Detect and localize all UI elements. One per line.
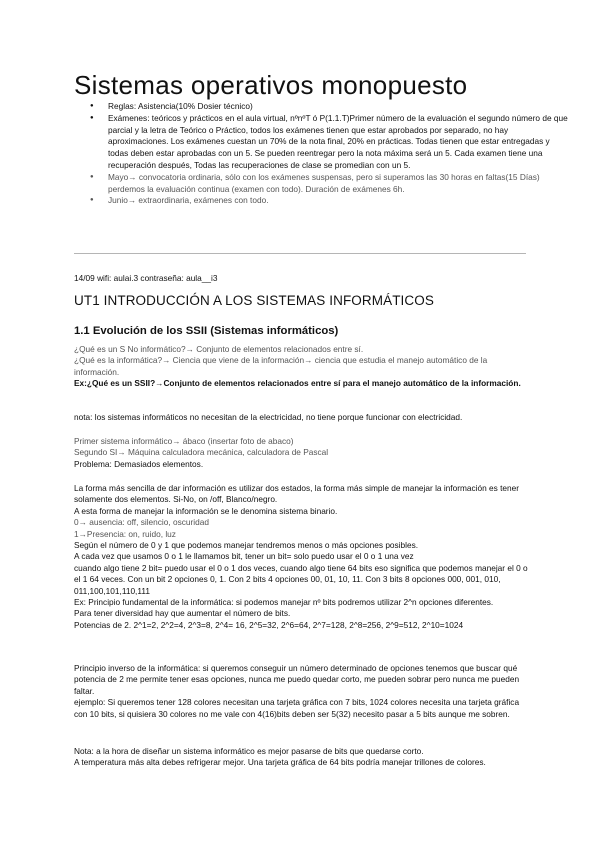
inverse-principle-block	[74, 663, 528, 720]
design-note-block	[74, 746, 528, 769]
definition-line: ¿Qué es la informática?→ Ciencia que viene de la información→ ciencia que estudia el manejo automático de la información.	[74, 355, 488, 377]
binary-line: A cada vez que usamos 0 o 1 le llamamos bit, tener un bit= solo puedo usar el 0 o 1 una vez	[74, 551, 414, 562]
history-line: Segundo SI→ Máquina calculadora mecánica, calculadora de Pascal	[74, 447, 329, 458]
unit-heading: UT1 INTRODUCCIÓN A LOS SISTEMAS INFORMÁTICOS	[74, 293, 434, 308]
definition-line: ¿Qué es un S No informático?→ Conjunto de elementos relacionados entre sí.	[74, 344, 364, 354]
horizontal-divider	[74, 253, 526, 254]
binary-line: Según el número de 0 y 1 que podemos manejar tendremos menos o más opciones posibles.	[74, 540, 419, 551]
definition-line: Ex:¿Qué es un SSII?→Conjunto de elementos relacionados entre sí para el manejo automático de la información.	[74, 378, 521, 389]
electricity-note	[74, 412, 528, 423]
design-line: Nota: a la hora de diseñar un sistema informático es mejor pasarse de bits que quedarse corto.	[74, 746, 424, 756]
wifi-note: 14/09 wifi: aulai.3 contraseña: aula__i3	[74, 273, 218, 283]
inverse-line: ejemplo: Si queremos tener 128 colores necesitan una tarjeta gráfica con 7 bits, 1024 colores necesita una tarjeta gráfica con 10 bits, si quisiera 30 colores no me vale con 4(16)bits deben ser 5(32) necesito pasar a 5 bits aunque me sobren.	[74, 697, 520, 719]
rules-list-item: ● Junio→ extraordinaria, exámenes con todo.	[108, 195, 568, 207]
section-heading: 1.1 Evolución de los SSII (Sistemas informáticos)	[74, 325, 339, 337]
binary-line: Para tener diversidad hay que aumentar el número de bits.	[74, 608, 291, 619]
history-block	[74, 436, 528, 470]
binary-line: 0→ ausencia: off, silencio, oscuridad	[74, 517, 209, 528]
binary-line: 1→Presencia: on, ruido, luz	[74, 528, 176, 539]
binary-line: Potencias de 2. 2^1=2, 2^2=4, 2^3=8, 2^4= 16, 2^5=32, 2^6=64, 2^7=128, 2^8=256, 2^9=512, 2^10=1024	[74, 619, 464, 630]
note-line: nota: los sistemas informáticos no necesitan de la electricidad, no tiene porque funcionar con electricidad.	[74, 412, 463, 422]
inverse-line: Principio inverso de la informática: si queremos conseguir un número determinado de opciones tenemos que buscar qué potencia de 2 me permite tener esas opciones, nunca me puedo quedar corto, me pueden sobrar pero nunca me pueden faltar.	[74, 663, 520, 696]
binary-line: cuando algo tiene 2 bit= puedo usar el 0 o 1 dos veces, cuando algo tiene 64 bits eso significa que podemos manejar el 0 o el 1 64 veces. Con un bit 2 opciones 0, 1. Con 2 bits 4 opciones 00, 01, 10, 11. Con 3 bits 8 opciones 000, 001, 010, 011,100,101,110,111	[74, 562, 528, 596]
design-line: A temperatura más alta debes refrigerar mejor. Una tarjeta gráfica de 64 bits podría manejar trillones de colores.	[74, 757, 486, 768]
history-line: Primer sistema informático→ ábaco (insertar foto de abaco)	[74, 436, 294, 446]
binary-line: Ex: Principio fundamental de la informática: si podemos manejar nº bits podremos utilizar 2^n opciones diferentes.	[74, 597, 494, 608]
document-title: Sistemas operativos monopuesto	[74, 70, 468, 100]
binary-line: A esta forma de manejar la información se le denomina sistema binario.	[74, 505, 338, 516]
binary-block	[74, 483, 528, 631]
rules-list	[74, 101, 568, 207]
rules-list-item: ● Mayo→ convocatoria ordinaria, sólo con los exámenes suspensas, pero si superamos las 30 horas en faltas(15 Días) perdemos la evaluación continua (examen con todo). Duración de exámenes 6h.	[108, 172, 568, 196]
rules-list-item: ● Reglas: Asistencia(10% Dosier técnico)	[108, 101, 568, 113]
binary-line: La forma más sencilla de dar información es utilizar dos estados, la forma más simple de manejar la información es tener solamente dos elementos. Si-No, on /off, Blanco/negro.	[74, 483, 520, 505]
rules-list-item: ● Exámenes: teóricos y prácticos en el aula virtual, nºnºT ó P(1.1.T)Primer número de la evaluación el segundo número de que parcial y la letra de Teórico o Práctico, todos los exámenes tienen que estar aprobados por separado, no hay aproximaciones. Los exámenes cuestan un 70% de la nota final, 20% en prácticas. Todas tienen que estar entregadas y todas deben estar aprobadas con un 5. Se pueden reentregar pero la nota máxima será un 5. Cada examen tiene una recuperación después, Todas las recuperaciones de clase se promedian con un 5.	[108, 113, 568, 172]
history-line: Problema: Demasiados elementos.	[74, 458, 204, 469]
definitions-block	[74, 344, 528, 390]
